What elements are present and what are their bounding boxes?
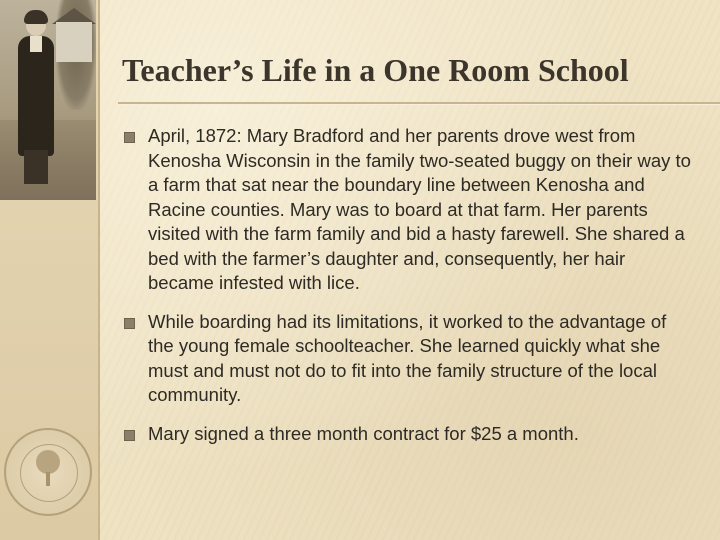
- university-seal-logo: [4, 428, 92, 516]
- photo-woman-collar: [30, 36, 42, 52]
- historical-photo: [0, 0, 96, 200]
- square-bullet-icon: [124, 430, 135, 441]
- bullet-text: April, 1872: Mary Bradford and her parents drove west from Kenosha Wisconsin in the family two-seated buggy on their way to a farm that sat near the boundary line between Kenosha and Racine counties. Mary was to board at that farm. Her parents visited with the farm family and bid a hasty farewell. She shared a bed with the farmer’s daughter and, consequently, her hair became infested with lice.: [148, 125, 691, 293]
- photo-woman-legs: [24, 150, 48, 184]
- square-bullet-icon: [124, 318, 135, 329]
- bullet-list: [124, 124, 694, 446]
- seal-tree-icon: [36, 450, 60, 474]
- bullet-item: [124, 422, 694, 447]
- bullet-text: While boarding had its limitations, it worked to the advantage of the young female schoolteacher. She learned quickly what she must and must not do to fit into the family structure of the local community.: [148, 310, 667, 405]
- photo-woman-hair: [24, 10, 48, 24]
- bullet-item: [124, 124, 694, 296]
- photo-woman-dress: [18, 36, 54, 156]
- photo-house: [56, 22, 92, 62]
- square-bullet-icon: [124, 132, 135, 143]
- bullet-text: Mary signed a three month contract for $25 a month.: [148, 422, 579, 444]
- seal-trunk: [46, 472, 50, 486]
- bullet-item: [124, 310, 694, 408]
- slide-title: Teacher’s Life in a One Room School: [122, 52, 629, 88]
- title-divider: [118, 102, 720, 105]
